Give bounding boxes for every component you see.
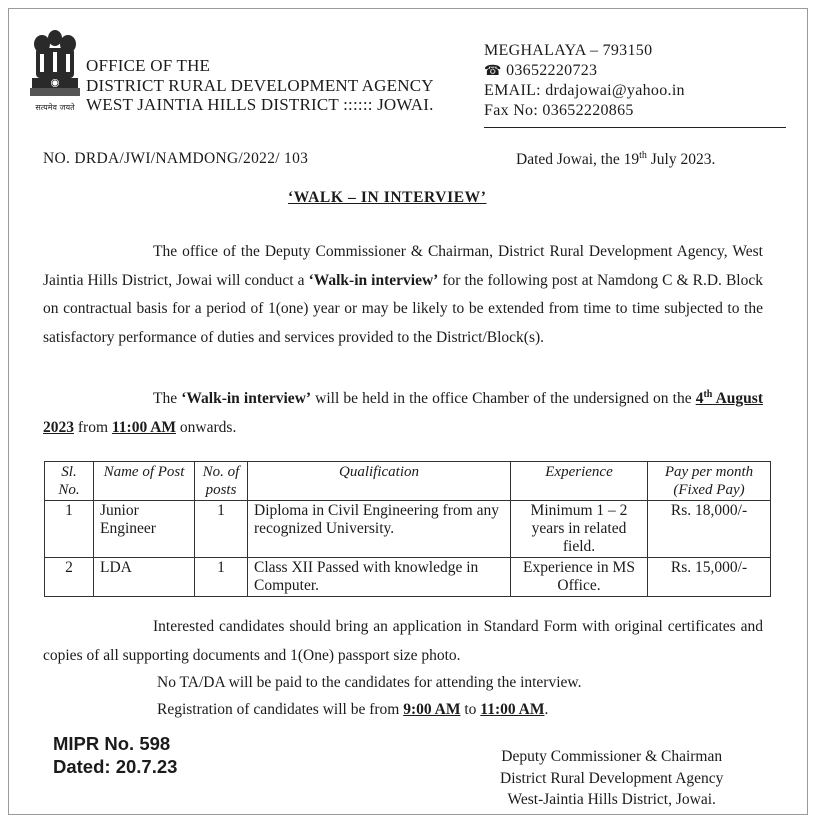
col-qualification: Qualification [248,462,511,501]
reference-date: Dated Jowai, the 19th July 2023. [516,150,716,169]
posts-table [44,461,771,597]
schedule-paragraph: The ‘Walk-in interview’ will be held in the office Chamber of the undersigned on the 4th August 2023 from 11:00 AM onwards. [43,389,763,436]
office-line-2: DISTRICT RURAL DEVELOPMENT AGENCY [86,75,434,95]
requirements-paragraph: Interested candidates should bring an application in Standard Form with original certificates and copies of all supporting documents and 1(One) passport size photo. [43,618,763,664]
page-title: ‘WALK – IN INTERVIEW’ [288,189,487,206]
state-emblem-icon [24,24,86,120]
email: EMAIL: drdajowai@yahoo.in [484,82,685,99]
interview-date: 4th August 2023 [43,389,763,436]
office-line-3: WEST JAINTIA HILLS DISTRICT :::::: JOWAI. [86,95,434,114]
office-name [86,56,434,115]
mipr-number: MIPR No. 598 [53,733,171,754]
signature-block [500,746,723,811]
mipr-stamp [53,732,177,778]
mipr-date: Dated: 20.7.23 [53,756,178,777]
header-divider [484,127,786,128]
signatory-agency: District Rural Development Agency [500,769,724,787]
phone-number: 03652220723 [506,61,598,79]
table-row: 1 Junior Engineer 1 Diploma in Civil Engineering from any recognized University. Minimum 1 – 2 years in related field. Rs. 18,000/- [45,501,771,558]
col-experience: Experience [511,462,648,501]
table-header-row [45,462,771,501]
col-sl-no: Sl. No. [45,462,94,501]
interview-time: 11:00 AM [111,418,177,436]
registration-note: Registration of candidates will be from 9:00 AM to 11:00 AM. [157,701,549,718]
reference-number: NO. DRDA/JWI/NAMDONG/2022/ 103 [43,150,309,167]
table-row: 2 LDA 1 Class XII Passed with knowledge in Computer. Experience in MS Office. Rs. 15,000/- [45,558,771,597]
phone-line [484,61,685,82]
col-no-of-posts: No. of posts [195,462,248,501]
address: MEGHALAYA – 793150 [484,42,653,59]
office-line-1: OFFICE OF THE [86,56,211,75]
col-post-name: Name of Post [94,462,195,501]
tada-note: No TA/DA will be paid to the candidates for attending the interview. [157,674,582,691]
signatory-title: Deputy Commissioner & Chairman [501,748,723,765]
emblem-motto: सत्यमेव जयते [35,103,75,112]
col-pay: Pay per month (Fixed Pay) [648,462,771,501]
contact-block [484,41,685,120]
signatory-district: West-Jaintia Hills District, Jowai. [507,791,716,808]
intro-paragraph: The office of the Deputy Commissioner & Chairman, District Rural Development Agency, West Jaintia Hills District, Jowai will conduct a ‘Walk-in interview’ for the following post at Namdong C & R.D. Block on contractual basis for a period of 1(one) year or may be likely to be extended from time to time subjected to the satisfactory performance of duties and services provided to the District/Block(s). [43,243,763,346]
telephone-icon: ☎ [484,63,502,79]
fax: Fax No: 03652220865 [484,101,634,119]
